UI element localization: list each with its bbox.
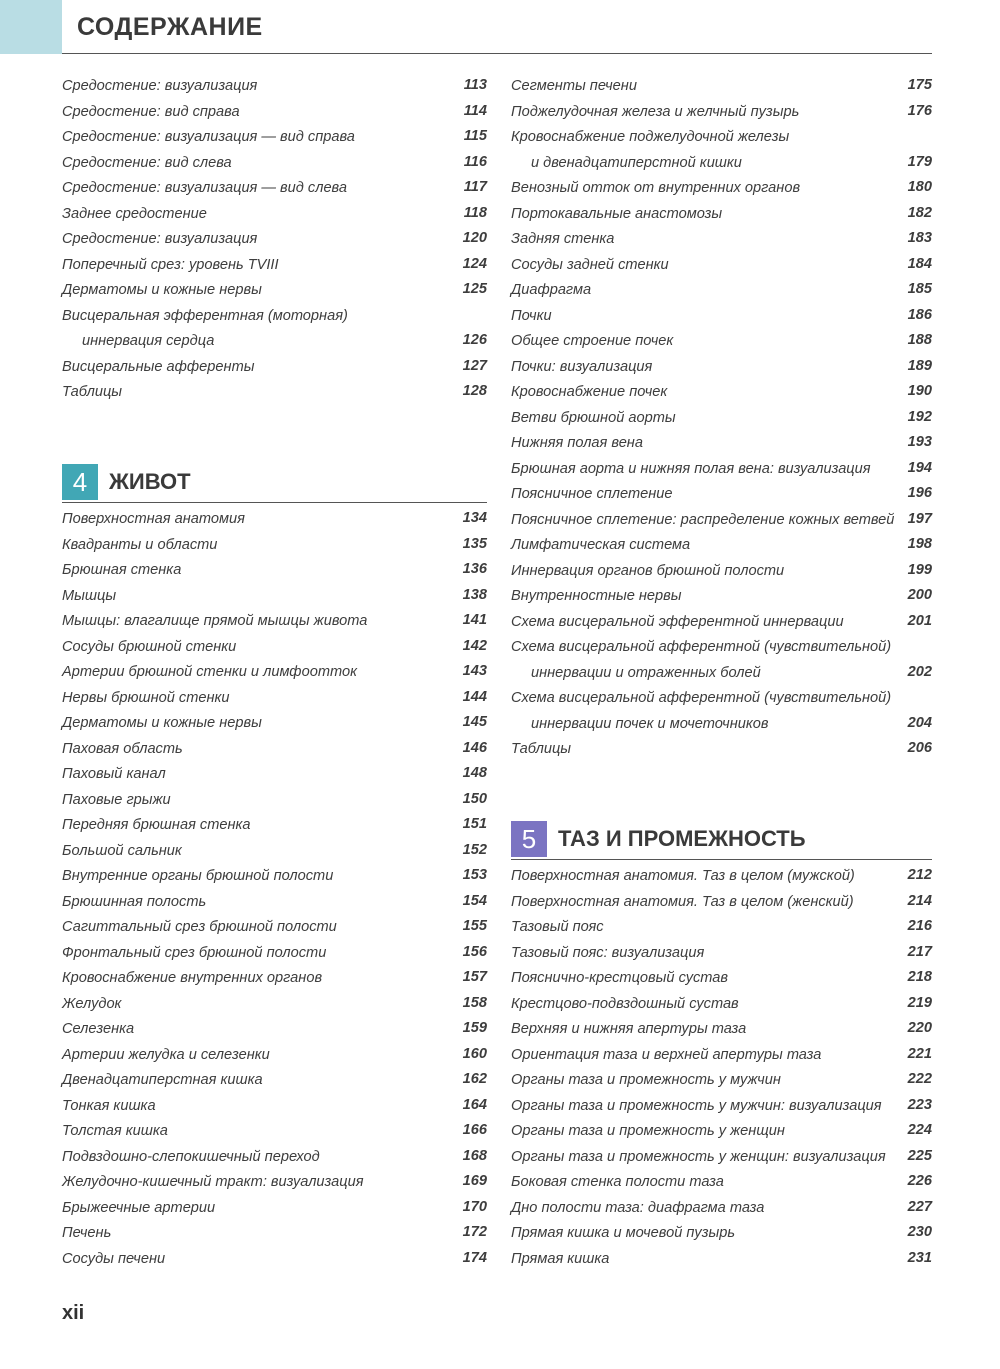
toc-entry-title: Печень — [62, 1225, 112, 1241]
toc-entry-title: Схема висцеральной афферентной (чувствительной) — [511, 639, 892, 655]
toc-entry — [62, 557, 487, 583]
toc-entry-page: 151 — [462, 816, 487, 832]
toc-entry — [511, 405, 932, 431]
toc-entry — [511, 660, 932, 686]
toc-entry — [511, 124, 932, 150]
toc-entry-page: 146 — [462, 739, 487, 756]
toc-entry-page: 221 — [907, 1045, 932, 1062]
toc-entry-page: 200 — [907, 587, 932, 603]
chapter-4-rule — [62, 502, 487, 503]
toc-entry-title: Нижняя полая вена — [511, 435, 643, 451]
toc-entry-title: Общее строение почек — [511, 333, 674, 349]
toc-entry — [511, 940, 932, 966]
toc-entry-title: Средостение: вид справа — [62, 103, 240, 120]
toc-entry-title: и двенадцатиперстной кишки — [531, 154, 742, 171]
toc-entry-page: 138 — [462, 586, 487, 603]
toc-entry — [62, 812, 487, 838]
toc-entry — [511, 1144, 932, 1170]
toc-entry-title: Венозный отток от внутренних органов — [511, 180, 801, 196]
toc-entry — [511, 1016, 932, 1042]
toc-entry — [511, 711, 932, 737]
toc-entry-page: 136 — [462, 561, 487, 577]
toc-entry — [511, 226, 932, 252]
toc-entry-title: Поясничное сплетение: распределение кожных ветвей — [511, 511, 895, 528]
toc-entry-title: Крестцово-подвздошный сустав — [511, 995, 739, 1012]
chapter-4-number: 4 — [62, 464, 98, 500]
toc-entry-page: 180 — [907, 179, 932, 195]
toc-entry-page: 157 — [462, 969, 487, 985]
toc-entry-title: Толстая кишка — [62, 1123, 168, 1139]
toc-entry-page: 142 — [462, 637, 487, 654]
toc-entry-title: Дерматомы и кожные нервы — [62, 715, 262, 731]
toc-entry-title: Поверхностная анатомия. Таз в целом (женский) — [511, 893, 854, 910]
toc-entry — [62, 1195, 487, 1221]
toc-entry-title: Сагиттальный срез брюшной полости — [62, 919, 337, 935]
toc-entry-page: 164 — [462, 1096, 487, 1113]
toc-entry — [62, 838, 487, 864]
chapter-5-title: ТАЗ И ПРОМЕЖНОСТЬ — [558, 826, 806, 851]
toc-entry-title: Брюшинная полость — [62, 893, 207, 910]
toc-entry-title: Желудок — [62, 995, 122, 1012]
toc-entry-title: Таблицы — [62, 384, 123, 400]
toc-entry — [62, 1093, 487, 1119]
toc-entry-page: 206 — [907, 740, 932, 756]
toc-entry — [62, 201, 487, 227]
toc-entry-page: 176 — [907, 102, 932, 119]
chapter-4-title: ЖИВОТ — [109, 469, 191, 494]
toc-entry — [511, 1246, 932, 1272]
toc-entry — [511, 532, 932, 558]
toc-entry-page: 222 — [907, 1071, 932, 1087]
toc-entry — [62, 354, 487, 380]
toc-entry — [62, 150, 487, 176]
toc-entry — [511, 303, 932, 329]
toc-entry — [62, 506, 487, 532]
toc-entry — [62, 73, 487, 99]
toc-entry — [62, 328, 487, 354]
toc-entry-page: 226 — [907, 1173, 932, 1189]
toc-entry-title: Почки: визуализация — [511, 358, 653, 375]
toc-entry — [62, 226, 487, 252]
toc-entry-title: Средостение: визуализация — вид слева — [62, 180, 347, 196]
toc-entry — [62, 991, 487, 1017]
toc-entry-page: 216 — [907, 918, 932, 934]
toc-entry-title: Диафрагма — [511, 282, 592, 298]
toc-entry — [511, 1042, 932, 1068]
toc-entry-title: Органы таза и промежность у женщин — [511, 1123, 785, 1139]
toc-entry — [62, 252, 487, 278]
toc-entry-page: 231 — [907, 1249, 932, 1266]
toc-entry-title: Таблицы — [511, 741, 572, 757]
toc-entry-page: 169 — [462, 1173, 487, 1189]
toc-entry-title: Средостение: визуализация — [62, 78, 258, 94]
toc-entry — [511, 863, 932, 889]
toc-entry-title: Мышцы — [62, 587, 117, 604]
toc-entry — [62, 1042, 487, 1068]
toc-entry-page: 170 — [462, 1198, 487, 1215]
toc-entry-title: Органы таза и промежность у мужчин — [511, 1072, 781, 1088]
toc-entry-page: 188 — [907, 332, 932, 348]
toc-entry — [62, 1118, 487, 1144]
toc-entry — [511, 634, 932, 660]
toc-entry-page: 141 — [462, 612, 487, 628]
toc-entry-title: Поверхностная анатомия — [62, 511, 245, 527]
toc-entry-page: 194 — [907, 459, 932, 476]
page-folio: xii — [62, 1302, 85, 1324]
toc-entry-page: 154 — [462, 892, 487, 909]
toc-entry-page: 174 — [462, 1249, 487, 1266]
toc-entry-page: 220 — [907, 1020, 932, 1036]
toc-entry — [62, 889, 487, 915]
toc-entry — [62, 175, 487, 201]
toc-entry-title: Задняя стенка — [511, 231, 615, 247]
toc-entry — [62, 685, 487, 711]
toc-entry-title: иннервация сердца — [82, 333, 215, 349]
toc-entry-page: 227 — [907, 1198, 932, 1215]
toc-entry-title: Кровоснабжение внутренних органов — [62, 970, 323, 986]
toc-entry — [511, 1118, 932, 1144]
toc-entry — [62, 124, 487, 150]
toc-entry-page: 148 — [462, 765, 487, 781]
toc-entry-title: Висцеральная эфферентная (моторная) — [62, 307, 348, 324]
toc-entry-title: Кровоснабжение почек — [511, 384, 668, 400]
toc-entry-title: Брыжеечные артерии — [62, 1199, 216, 1216]
toc-entry-page: 120 — [462, 230, 487, 246]
toc-entry — [62, 583, 487, 609]
toc-entry-title: Подвздошно-слепокишечный переход — [62, 1148, 320, 1165]
toc-entry — [511, 379, 932, 405]
toc-entry-title: Сосуды задней стенки — [511, 256, 669, 273]
chapter-5-header — [511, 821, 932, 861]
toc-entry — [511, 609, 932, 635]
toc-entry-page: 117 — [463, 179, 487, 195]
toc-entry — [511, 328, 932, 354]
toc-entry-title: Селезенка — [62, 1021, 135, 1037]
toc-entry — [511, 99, 932, 125]
toc-entry-page: 144 — [462, 688, 487, 705]
toc-entry — [62, 736, 487, 762]
toc-entry-title: Брюшная аорта и нижняя полая вена: визуализация — [511, 460, 871, 477]
toc-entry-page: 225 — [907, 1147, 932, 1164]
toc-entry-page: 185 — [907, 281, 932, 297]
toc-entry-page: 159 — [462, 1020, 487, 1036]
toc-entry-title: Фронтальный срез брюшной полости — [62, 944, 327, 961]
toc-entry — [511, 965, 932, 991]
toc-entry-title: Средостение: вид слева — [62, 154, 232, 171]
toc-entry-title: Схема висцеральной афферентной (чувствительной) — [511, 690, 892, 706]
toc-entry-title: Тонкая кишка — [62, 1097, 156, 1114]
toc-entry-page: 199 — [907, 561, 932, 578]
toc-entry-page: 153 — [462, 867, 487, 883]
toc-entry — [511, 685, 932, 711]
chapter-5-entries — [511, 863, 932, 1271]
toc-entry — [62, 965, 487, 991]
toc-entry-title: Схема висцеральной эфферентной иннервации — [511, 613, 844, 630]
toc-entry-page: 197 — [907, 510, 932, 527]
toc-entry-page: 223 — [907, 1096, 932, 1113]
toc-entry — [511, 889, 932, 915]
toc-entry — [62, 1246, 487, 1272]
toc-entry-page: 114 — [463, 102, 487, 119]
toc-entry-page: 196 — [907, 485, 932, 501]
toc-entry-page: 155 — [462, 918, 487, 934]
toc-entry-page: 166 — [462, 1122, 487, 1138]
toc-entry-title: Артерии желудка и селезенки — [62, 1046, 270, 1063]
toc-entry — [511, 252, 932, 278]
toc-entry-title: Верхняя и нижняя апертуры таза — [511, 1021, 747, 1037]
toc-entry-title: Висцеральные афференты — [62, 358, 255, 375]
toc-entry-title: Внутренние органы брюшной полости — [62, 868, 334, 884]
toc-entry-title: Средостение: визуализация — вид справа — [62, 129, 355, 145]
page-title: СОДЕРЖАНИЕ — [77, 13, 263, 41]
toc-entry-page: 126 — [462, 332, 487, 348]
toc-entry-page: 145 — [462, 714, 487, 730]
toc-entry-title: Паховый канал — [62, 766, 166, 782]
toc-entry-page: 118 — [463, 204, 487, 221]
toc-entry-title: Ориентация таза и верхней апертуры таза — [511, 1046, 822, 1063]
toc-entry — [511, 430, 932, 456]
toc-entry-title: Органы таза и промежность у мужчин: визуализация — [511, 1097, 882, 1114]
toc-entry — [62, 914, 487, 940]
toc-entry-page: 115 — [463, 128, 487, 144]
toc-entry-page: 198 — [907, 536, 932, 552]
toc-entry-page: 127 — [462, 357, 487, 374]
toc-entry-page: 201 — [907, 612, 932, 629]
toc-entry-title: Боковая стенка полости таза — [511, 1174, 724, 1190]
toc-entry-title: Двенадцатиперстная кишка — [62, 1072, 263, 1088]
toc-entry-page: 186 — [907, 306, 932, 323]
toc-entry-title: Заднее средостение — [62, 205, 207, 222]
toc-entry-page: 116 — [463, 153, 487, 170]
toc-entry-title: Поверхностная анатомия. Таз в целом (мужской) — [511, 868, 855, 884]
toc-entry-page: 214 — [907, 892, 932, 909]
toc-entry — [62, 277, 487, 303]
toc-entry-page: 183 — [907, 230, 932, 246]
toc-entry — [511, 277, 932, 303]
toc-entry-page: 152 — [462, 841, 487, 858]
toc-entry-page: 179 — [907, 153, 932, 170]
toc-entry-title: Брюшная стенка — [62, 562, 182, 578]
toc-entry-page: 168 — [462, 1147, 487, 1164]
chapter-4-entries — [62, 506, 487, 1271]
toc-entry — [62, 379, 487, 405]
toc-entry-title: Поясничное сплетение — [511, 486, 673, 502]
toc-entry-page: 217 — [907, 943, 932, 960]
toc-entry — [511, 1093, 932, 1119]
toc-entry-title: Кровоснабжение поджелудочной железы — [511, 129, 790, 145]
toc-entry — [62, 863, 487, 889]
toc-entry-title: Дно полости таза: диафрагма таза — [511, 1199, 765, 1216]
left-column-entries — [62, 73, 487, 405]
toc-entry-page: 230 — [907, 1224, 932, 1240]
toc-entry — [511, 558, 932, 584]
toc-entry — [511, 150, 932, 176]
toc-entry — [62, 761, 487, 787]
toc-entry-page: 184 — [907, 255, 932, 272]
toc-entry-page: 150 — [462, 790, 487, 807]
toc-entry-title: Портокавальные анастомозы — [511, 205, 723, 222]
toc-entry-page: 189 — [907, 357, 932, 374]
toc-entry-title: Поджелудочная железа и желчный пузырь — [511, 103, 800, 120]
toc-entry-page: 212 — [907, 867, 932, 883]
toc-entry — [511, 481, 932, 507]
toc-entry-page: 156 — [462, 943, 487, 960]
toc-entry-title: Ветви брюшной аорты — [511, 409, 676, 426]
toc-entry-title: Лимфатическая система — [511, 537, 691, 553]
toc-entry-title: Нервы брюшной стенки — [62, 689, 230, 706]
chapter-5-number: 5 — [511, 821, 547, 857]
toc-entry — [511, 507, 932, 533]
toc-entry — [511, 1169, 932, 1195]
toc-entry-title: Артерии брюшной стенки и лимфоотток — [62, 664, 358, 680]
toc-entry-title: Желудочно-кишечный тракт: визуализация — [62, 1174, 364, 1190]
toc-entry — [62, 940, 487, 966]
toc-entry-page: 124 — [462, 255, 487, 272]
chapter-4-header — [62, 464, 487, 504]
toc-entry — [62, 608, 487, 634]
toc-entry-title: Паховая область — [62, 740, 183, 757]
toc-entry — [511, 456, 932, 482]
toc-entry — [511, 1220, 932, 1246]
toc-entry — [62, 99, 487, 125]
toc-entry-title: Иннервация органов брюшной полости — [511, 562, 785, 579]
toc-entry — [511, 175, 932, 201]
toc-entry-title: Почки — [511, 307, 552, 324]
toc-entry — [62, 532, 487, 558]
toc-entry-title: Передняя брюшная стенка — [62, 817, 251, 833]
toc-entry-page: 125 — [462, 281, 487, 297]
toc-entry-page: 134 — [462, 510, 487, 526]
toc-entry-title: Паховые грыжи — [62, 791, 171, 808]
toc-entry-page: 172 — [462, 1224, 487, 1240]
toc-entry-title: Квадранты и области — [62, 536, 218, 553]
title-rule — [62, 53, 932, 54]
toc-entry-title: Мышцы: влагалище прямой мышцы живота — [62, 613, 368, 629]
toc-entry — [511, 736, 932, 762]
toc-entry-page: 158 — [462, 994, 487, 1011]
toc-entry-title: Прямая кишка — [511, 1250, 610, 1267]
toc-entry — [62, 1016, 487, 1042]
toc-entry — [62, 710, 487, 736]
toc-entry-title: Органы таза и промежность у женщин: визуализация — [511, 1148, 886, 1165]
toc-entry-title: Прямая кишка и мочевой пузырь — [511, 1225, 736, 1241]
toc-entry — [511, 201, 932, 227]
toc-entry — [511, 1195, 932, 1221]
toc-entry — [62, 634, 487, 660]
toc-entry-page: 143 — [462, 663, 487, 679]
toc-entry-title: Сегменты печени — [511, 78, 637, 94]
right-column-entries — [511, 73, 932, 762]
toc-entry — [62, 1169, 487, 1195]
toc-entry — [62, 787, 487, 813]
toc-entry-page: 128 — [462, 383, 487, 399]
toc-entry-title: Сосуды печени — [62, 1250, 166, 1267]
toc-entry-page: 219 — [907, 994, 932, 1011]
toc-entry — [511, 914, 932, 940]
toc-entry — [62, 659, 487, 685]
toc-entry — [511, 73, 932, 99]
toc-entry-title: Большой сальник — [62, 842, 182, 859]
toc-entry-title: Сосуды брюшной стенки — [62, 638, 237, 655]
toc-entry-page: 218 — [907, 969, 932, 985]
toc-entry-title: Поперечный срез: уровень TVIII — [62, 256, 279, 273]
toc-entry-title: Тазовый пояс — [511, 919, 604, 935]
toc-entry-title: Внутренностные нервы — [511, 588, 682, 604]
toc-entry — [62, 1220, 487, 1246]
toc-entry-title: иннервации и отраженных болей — [531, 664, 761, 681]
header-tab-block — [0, 0, 62, 54]
toc-entry-title: Пояснично-крестцовый сустав — [511, 970, 729, 986]
toc-entry — [511, 991, 932, 1017]
toc-entry-title: Средостение: визуализация — [62, 231, 258, 247]
toc-entry-page: 193 — [907, 434, 932, 450]
toc-entry-page: 224 — [907, 1122, 932, 1138]
toc-entry — [511, 583, 932, 609]
toc-entry-page: 202 — [907, 663, 932, 680]
toc-entry-title: иннервации почек и мочеточников — [531, 715, 769, 732]
toc-entry-page: 192 — [907, 408, 932, 425]
toc-entry-page: 113 — [463, 77, 487, 93]
toc-entry — [511, 354, 932, 380]
toc-entry-title: Тазовый пояс: визуализация — [511, 944, 705, 961]
toc-entry-title: Дерматомы и кожные нервы — [62, 282, 262, 298]
toc-entry-page: 160 — [462, 1045, 487, 1062]
toc-entry-page: 204 — [907, 714, 932, 731]
toc-entry — [62, 303, 487, 329]
toc-entry-page: 190 — [907, 383, 932, 399]
toc-entry — [511, 1067, 932, 1093]
toc-entry — [62, 1067, 487, 1093]
toc-entry-page: 135 — [462, 535, 487, 552]
chapter-5-rule — [511, 859, 932, 860]
toc-entry-page: 182 — [907, 204, 932, 221]
toc-entry-page: 175 — [907, 77, 932, 93]
toc-entry — [62, 1144, 487, 1170]
toc-entry-page: 162 — [462, 1071, 487, 1087]
